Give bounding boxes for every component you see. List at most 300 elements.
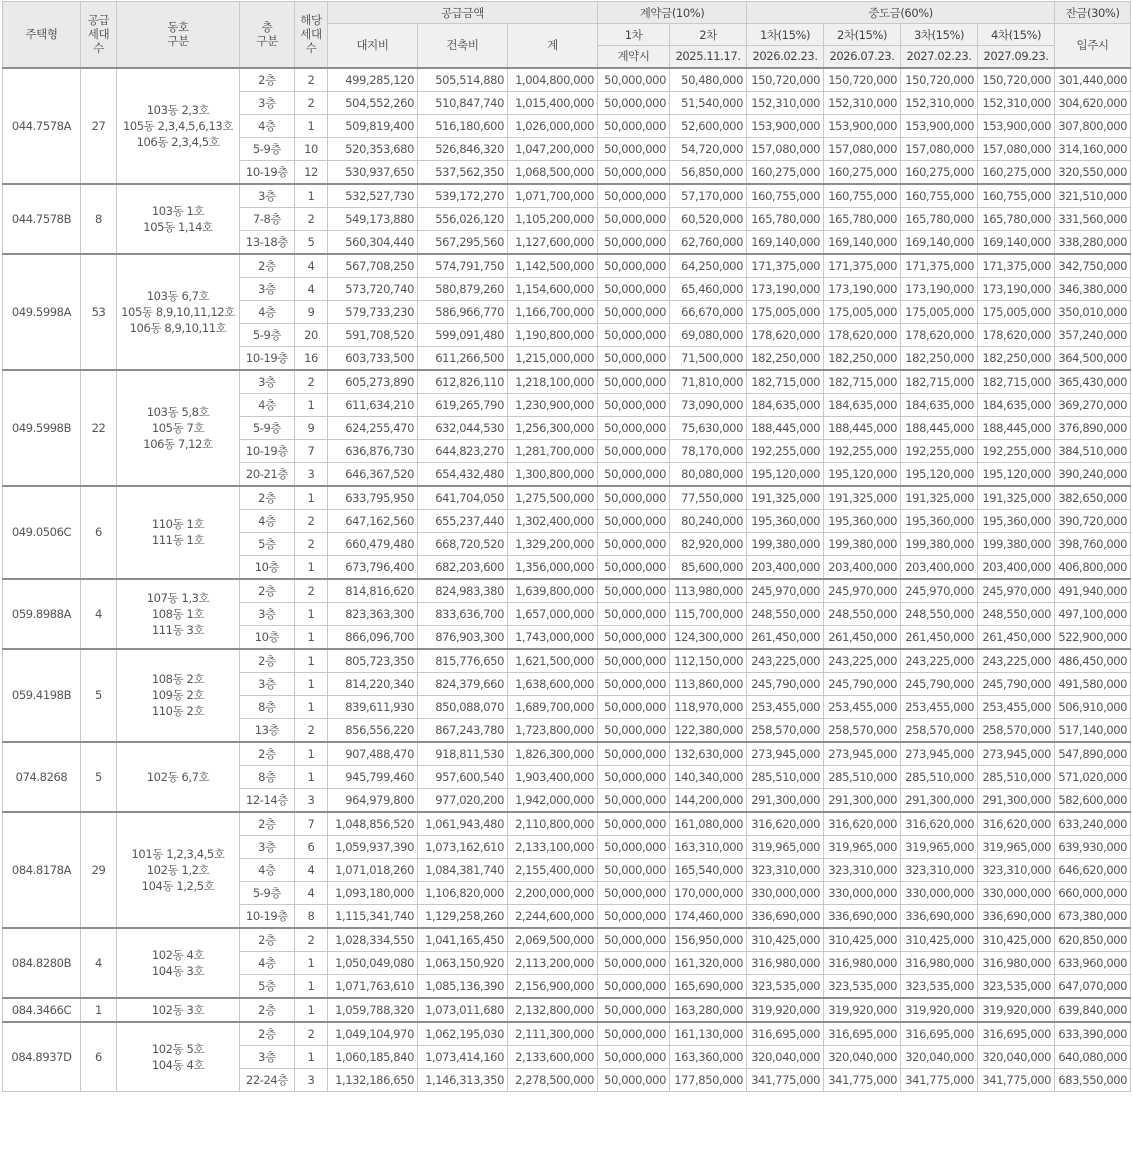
interim-4-cell: 319,965,000 xyxy=(978,835,1055,858)
deposit-1-cell: 50,000,000 xyxy=(598,462,670,486)
deposit-2-cell: 80,080,000 xyxy=(670,462,747,486)
units-cell: 1 xyxy=(295,1045,328,1068)
interim-2-cell: 258,570,000 xyxy=(824,718,901,742)
interim-2-cell: 323,310,000 xyxy=(824,858,901,881)
interim-3-cell: 320,040,000 xyxy=(901,1045,978,1068)
balance-cell: 683,550,000 xyxy=(1055,1068,1131,1091)
interim-1-cell: 160,275,000 xyxy=(747,160,824,184)
interim-1-cell: 253,455,000 xyxy=(747,695,824,718)
total-price-cell: 2,132,800,000 xyxy=(508,998,598,1022)
interim-2-cell: 310,425,000 xyxy=(824,928,901,952)
supply-units-cell: 27 xyxy=(81,68,117,184)
total-price-cell: 1,190,800,000 xyxy=(508,323,598,346)
interim-3-cell: 253,455,000 xyxy=(901,695,978,718)
interim-3-cell: 245,970,000 xyxy=(901,579,978,603)
building-price-cell: 526,846,320 xyxy=(418,137,508,160)
total-price-cell: 1,826,300,000 xyxy=(508,742,598,766)
floor-cell: 5-9층 xyxy=(240,323,295,346)
land-price-cell: 605,273,890 xyxy=(328,370,418,394)
balance-cell: 398,760,000 xyxy=(1055,532,1131,555)
units-cell: 1 xyxy=(295,393,328,416)
land-price-cell: 549,173,880 xyxy=(328,207,418,230)
interim-3-cell: 316,620,000 xyxy=(901,812,978,836)
land-price-cell: 1,059,788,320 xyxy=(328,998,418,1022)
land-price-cell: 964,979,800 xyxy=(328,788,418,812)
interim-1-cell: 199,380,000 xyxy=(747,532,824,555)
building-price-cell: 611,266,500 xyxy=(418,346,508,370)
building-price-cell: 537,562,350 xyxy=(418,160,508,184)
floor-cell: 8층 xyxy=(240,765,295,788)
total-price-cell: 2,111,300,000 xyxy=(508,1022,598,1046)
deposit-1-cell: 50,000,000 xyxy=(598,974,670,998)
balance-cell: 517,140,000 xyxy=(1055,718,1131,742)
interim-4-cell: 243,225,000 xyxy=(978,649,1055,673)
table-row xyxy=(3,486,1131,510)
dong-ho-cell: 102동 5호 104동 4호 xyxy=(117,1022,240,1092)
deposit-2-cell: 165,540,000 xyxy=(670,858,747,881)
deposit-2-cell: 69,080,000 xyxy=(670,323,747,346)
supply-units-cell: 29 xyxy=(81,812,117,928)
building-price-cell: 556,026,120 xyxy=(418,207,508,230)
balance-cell: 406,800,000 xyxy=(1055,555,1131,579)
interim-2-cell: 330,000,000 xyxy=(824,881,901,904)
total-price-cell: 1,166,700,000 xyxy=(508,300,598,323)
total-price-cell: 1,142,500,000 xyxy=(508,254,598,278)
interim-3-cell: 323,535,000 xyxy=(901,974,978,998)
balance-cell: 364,500,000 xyxy=(1055,346,1131,370)
interim-3-cell: 199,380,000 xyxy=(901,532,978,555)
balance-cell: 350,010,000 xyxy=(1055,300,1131,323)
header-floor: 층 구분 xyxy=(240,2,295,68)
floor-cell: 4층 xyxy=(240,300,295,323)
header-interim-2-date: 2026.07.23. xyxy=(824,46,901,68)
unit-type-cell: 059.4198B xyxy=(3,649,81,742)
building-price-cell: 1,129,258,260 xyxy=(418,904,508,928)
table-row xyxy=(3,742,1131,766)
deposit-1-cell: 50,000,000 xyxy=(598,718,670,742)
interim-4-cell: 336,690,000 xyxy=(978,904,1055,928)
interim-2-cell: 253,455,000 xyxy=(824,695,901,718)
land-price-cell: 856,556,220 xyxy=(328,718,418,742)
total-price-cell: 2,133,600,000 xyxy=(508,1045,598,1068)
building-price-cell: 567,295,560 xyxy=(418,230,508,254)
deposit-2-cell: 161,080,000 xyxy=(670,812,747,836)
deposit-1-cell: 50,000,000 xyxy=(598,230,670,254)
interim-1-cell: 152,310,000 xyxy=(747,91,824,114)
interim-4-cell: 273,945,000 xyxy=(978,742,1055,766)
dong-ho-cell: 108동 2호 109동 2호 110동 2호 xyxy=(117,649,240,742)
interim-3-cell: 258,570,000 xyxy=(901,718,978,742)
interim-2-cell: 171,375,000 xyxy=(824,254,901,278)
interim-2-cell: 160,275,000 xyxy=(824,160,901,184)
interim-2-cell: 157,080,000 xyxy=(824,137,901,160)
balance-cell: 522,900,000 xyxy=(1055,625,1131,649)
building-price-cell: 580,879,260 xyxy=(418,277,508,300)
deposit-1-cell: 50,000,000 xyxy=(598,68,670,92)
floor-cell: 10-19층 xyxy=(240,439,295,462)
total-price-cell: 1,154,600,000 xyxy=(508,277,598,300)
total-price-cell: 2,278,500,000 xyxy=(508,1068,598,1091)
dong-ho-cell: 107동 1,3호 108동 1호 111동 3호 xyxy=(117,579,240,649)
building-price-cell: 539,172,270 xyxy=(418,184,508,208)
supply-units-cell: 22 xyxy=(81,370,117,486)
land-price-cell: 636,876,730 xyxy=(328,439,418,462)
land-price-cell: 1,071,018,260 xyxy=(328,858,418,881)
table-row xyxy=(3,68,1131,92)
floor-cell: 13-18층 xyxy=(240,230,295,254)
building-price-cell: 599,091,480 xyxy=(418,323,508,346)
header-interim-3: 3차(15%) xyxy=(901,24,978,46)
interim-2-cell: 336,690,000 xyxy=(824,904,901,928)
floor-cell: 3층 xyxy=(240,184,295,208)
interim-2-cell: 316,980,000 xyxy=(824,951,901,974)
deposit-2-cell: 140,340,000 xyxy=(670,765,747,788)
balance-cell: 506,910,000 xyxy=(1055,695,1131,718)
land-price-cell: 814,816,620 xyxy=(328,579,418,603)
header-deposit: 계약금(10%) xyxy=(598,2,747,24)
floor-cell: 5-9층 xyxy=(240,137,295,160)
deposit-2-cell: 54,720,000 xyxy=(670,137,747,160)
header-interim-1-date: 2026.02.23. xyxy=(747,46,824,68)
interim-4-cell: 245,790,000 xyxy=(978,672,1055,695)
balance-cell: 390,240,000 xyxy=(1055,462,1131,486)
total-price-cell: 2,244,600,000 xyxy=(508,904,598,928)
interim-1-cell: 153,900,000 xyxy=(747,114,824,137)
header-land: 대지비 xyxy=(328,24,418,68)
balance-cell: 633,960,000 xyxy=(1055,951,1131,974)
deposit-1-cell: 50,000,000 xyxy=(598,904,670,928)
interim-4-cell: 258,570,000 xyxy=(978,718,1055,742)
balance-cell: 384,510,000 xyxy=(1055,439,1131,462)
balance-cell: 314,160,000 xyxy=(1055,137,1131,160)
supply-units-cell: 8 xyxy=(81,184,117,254)
units-cell: 1 xyxy=(295,998,328,1022)
land-price-cell: 611,634,210 xyxy=(328,393,418,416)
total-price-cell: 1,004,800,000 xyxy=(508,68,598,92)
units-cell: 1 xyxy=(295,555,328,579)
interim-1-cell: 160,755,000 xyxy=(747,184,824,208)
land-price-cell: 805,723,350 xyxy=(328,649,418,673)
total-price-cell: 1,215,000,000 xyxy=(508,346,598,370)
units-cell: 12 xyxy=(295,160,328,184)
building-price-cell: 654,432,480 xyxy=(418,462,508,486)
table-row xyxy=(3,254,1131,278)
floor-cell: 2층 xyxy=(240,928,295,952)
building-price-cell: 516,180,600 xyxy=(418,114,508,137)
interim-1-cell: 285,510,000 xyxy=(747,765,824,788)
land-price-cell: 567,708,250 xyxy=(328,254,418,278)
interim-2-cell: 245,970,000 xyxy=(824,579,901,603)
building-price-cell: 1,061,943,480 xyxy=(418,812,508,836)
interim-3-cell: 152,310,000 xyxy=(901,91,978,114)
interim-1-cell: 157,080,000 xyxy=(747,137,824,160)
deposit-1-cell: 50,000,000 xyxy=(598,1068,670,1091)
unit-type-cell: 084.8937D xyxy=(3,1022,81,1092)
deposit-2-cell: 174,460,000 xyxy=(670,904,747,928)
floor-cell: 2층 xyxy=(240,1022,295,1046)
interim-4-cell: 184,635,000 xyxy=(978,393,1055,416)
interim-3-cell: 203,400,000 xyxy=(901,555,978,579)
balance-cell: 320,550,000 xyxy=(1055,160,1131,184)
price-table xyxy=(2,1,1131,1092)
interim-3-cell: 261,450,000 xyxy=(901,625,978,649)
header-deposit-1: 1차 xyxy=(598,24,670,46)
header-interim-3-date: 2027.02.23. xyxy=(901,46,978,68)
total-price-cell: 1,105,200,000 xyxy=(508,207,598,230)
land-price-cell: 660,479,480 xyxy=(328,532,418,555)
interim-3-cell: 243,225,000 xyxy=(901,649,978,673)
balance-cell: 376,890,000 xyxy=(1055,416,1131,439)
dong-ho-cell: 103동 1호 105동 1,14호 xyxy=(117,184,240,254)
deposit-2-cell: 161,320,000 xyxy=(670,951,747,974)
units-cell: 16 xyxy=(295,346,328,370)
deposit-1-cell: 50,000,000 xyxy=(598,160,670,184)
balance-cell: 369,270,000 xyxy=(1055,393,1131,416)
deposit-1-cell: 50,000,000 xyxy=(598,486,670,510)
building-price-cell: 644,823,270 xyxy=(418,439,508,462)
supply-units-cell: 4 xyxy=(81,579,117,649)
balance-cell: 673,380,000 xyxy=(1055,904,1131,928)
interim-2-cell: 195,120,000 xyxy=(824,462,901,486)
interim-1-cell: 169,140,000 xyxy=(747,230,824,254)
building-price-cell: 1,085,136,390 xyxy=(418,974,508,998)
building-price-cell: 612,826,110 xyxy=(418,370,508,394)
land-price-cell: 1,115,341,740 xyxy=(328,904,418,928)
balance-cell: 342,750,000 xyxy=(1055,254,1131,278)
balance-cell: 571,020,000 xyxy=(1055,765,1131,788)
building-price-cell: 1,073,162,610 xyxy=(418,835,508,858)
units-cell: 2 xyxy=(295,1022,328,1046)
deposit-1-cell: 50,000,000 xyxy=(598,184,670,208)
header-interim-2: 2차(15%) xyxy=(824,24,901,46)
building-price-cell: 586,966,770 xyxy=(418,300,508,323)
land-price-cell: 823,363,300 xyxy=(328,602,418,625)
interim-3-cell: 336,690,000 xyxy=(901,904,978,928)
total-price-cell: 1,300,800,000 xyxy=(508,462,598,486)
building-price-cell: 1,062,195,030 xyxy=(418,1022,508,1046)
interim-3-cell: 319,965,000 xyxy=(901,835,978,858)
interim-1-cell: 188,445,000 xyxy=(747,416,824,439)
building-price-cell: 824,379,660 xyxy=(418,672,508,695)
building-price-cell: 1,073,414,160 xyxy=(418,1045,508,1068)
supply-units-cell: 4 xyxy=(81,928,117,998)
units-cell: 8 xyxy=(295,904,328,928)
building-price-cell: 876,903,300 xyxy=(418,625,508,649)
interim-4-cell: 316,980,000 xyxy=(978,951,1055,974)
balance-cell: 491,940,000 xyxy=(1055,579,1131,603)
header-interim: 중도금(60%) xyxy=(747,2,1055,24)
dong-ho-cell: 102동 3호 xyxy=(117,998,240,1022)
deposit-1-cell: 50,000,000 xyxy=(598,835,670,858)
building-price-cell: 977,020,200 xyxy=(418,788,508,812)
interim-2-cell: 184,635,000 xyxy=(824,393,901,416)
deposit-1-cell: 50,000,000 xyxy=(598,1022,670,1046)
deposit-2-cell: 66,670,000 xyxy=(670,300,747,323)
floor-cell: 4층 xyxy=(240,114,295,137)
interim-1-cell: 341,775,000 xyxy=(747,1068,824,1091)
deposit-2-cell: 57,170,000 xyxy=(670,184,747,208)
deposit-2-cell: 71,500,000 xyxy=(670,346,747,370)
units-cell: 20 xyxy=(295,323,328,346)
interim-4-cell: 319,920,000 xyxy=(978,998,1055,1022)
interim-2-cell: 191,325,000 xyxy=(824,486,901,510)
interim-1-cell: 310,425,000 xyxy=(747,928,824,952)
header-building: 건축비 xyxy=(418,24,508,68)
floor-cell: 12-14층 xyxy=(240,788,295,812)
deposit-1-cell: 50,000,000 xyxy=(598,742,670,766)
interim-1-cell: 150,720,000 xyxy=(747,68,824,92)
interim-3-cell: 150,720,000 xyxy=(901,68,978,92)
building-price-cell: 815,776,650 xyxy=(418,649,508,673)
land-price-cell: 520,353,680 xyxy=(328,137,418,160)
total-price-cell: 1,723,800,000 xyxy=(508,718,598,742)
unit-type-cell: 044.7578B xyxy=(3,184,81,254)
total-price-cell: 1,127,600,000 xyxy=(508,230,598,254)
deposit-2-cell: 77,550,000 xyxy=(670,486,747,510)
deposit-2-cell: 144,200,000 xyxy=(670,788,747,812)
balance-cell: 365,430,000 xyxy=(1055,370,1131,394)
interim-4-cell: 323,310,000 xyxy=(978,858,1055,881)
supply-units-cell: 5 xyxy=(81,742,117,812)
land-price-cell: 646,367,520 xyxy=(328,462,418,486)
interim-3-cell: 173,190,000 xyxy=(901,277,978,300)
units-cell: 7 xyxy=(295,439,328,462)
deposit-2-cell: 73,090,000 xyxy=(670,393,747,416)
table-header xyxy=(3,2,1131,68)
interim-4-cell: 160,275,000 xyxy=(978,160,1055,184)
total-price-cell: 1,689,700,000 xyxy=(508,695,598,718)
floor-cell: 5층 xyxy=(240,532,295,555)
deposit-2-cell: 62,760,000 xyxy=(670,230,747,254)
floor-cell: 2층 xyxy=(240,254,295,278)
land-price-cell: 1,048,856,520 xyxy=(328,812,418,836)
deposit-2-cell: 56,850,000 xyxy=(670,160,747,184)
interim-1-cell: 191,325,000 xyxy=(747,486,824,510)
table-row xyxy=(3,998,1131,1022)
interim-4-cell: 192,255,000 xyxy=(978,439,1055,462)
interim-4-cell: 191,325,000 xyxy=(978,486,1055,510)
balance-cell: 307,800,000 xyxy=(1055,114,1131,137)
land-price-cell: 907,488,470 xyxy=(328,742,418,766)
interim-3-cell: 160,755,000 xyxy=(901,184,978,208)
header-supply-units: 공급 세대 수 xyxy=(81,2,117,68)
deposit-1-cell: 50,000,000 xyxy=(598,951,670,974)
total-price-cell: 1,256,300,000 xyxy=(508,416,598,439)
interim-3-cell: 169,140,000 xyxy=(901,230,978,254)
header-deposit-1-date: 계약시 xyxy=(598,46,670,68)
units-cell: 2 xyxy=(295,91,328,114)
land-price-cell: 1,071,763,610 xyxy=(328,974,418,998)
land-price-cell: 1,132,186,650 xyxy=(328,1068,418,1091)
floor-cell: 5-9층 xyxy=(240,881,295,904)
deposit-2-cell: 82,920,000 xyxy=(670,532,747,555)
floor-cell: 22-24층 xyxy=(240,1068,295,1091)
unit-type-cell: 049.0506C xyxy=(3,486,81,579)
deposit-2-cell: 50,480,000 xyxy=(670,68,747,92)
floor-cell: 2층 xyxy=(240,812,295,836)
interim-4-cell: 316,620,000 xyxy=(978,812,1055,836)
floor-cell: 3층 xyxy=(240,277,295,300)
floor-cell: 2층 xyxy=(240,649,295,673)
units-cell: 2 xyxy=(295,532,328,555)
interim-3-cell: 171,375,000 xyxy=(901,254,978,278)
building-price-cell: 824,983,380 xyxy=(418,579,508,603)
header-deposit-2: 2차 xyxy=(670,24,747,46)
supply-units-cell: 6 xyxy=(81,1022,117,1092)
interim-1-cell: 316,620,000 xyxy=(747,812,824,836)
interim-2-cell: 188,445,000 xyxy=(824,416,901,439)
interim-4-cell: 160,755,000 xyxy=(978,184,1055,208)
land-price-cell: 591,708,520 xyxy=(328,323,418,346)
units-cell: 6 xyxy=(295,835,328,858)
interim-3-cell: 319,920,000 xyxy=(901,998,978,1022)
interim-2-cell: 152,310,000 xyxy=(824,91,901,114)
interim-2-cell: 319,920,000 xyxy=(824,998,901,1022)
floor-cell: 2층 xyxy=(240,998,295,1022)
units-cell: 1 xyxy=(295,602,328,625)
land-price-cell: 603,733,500 xyxy=(328,346,418,370)
interim-4-cell: 195,120,000 xyxy=(978,462,1055,486)
floor-cell: 5-9층 xyxy=(240,416,295,439)
land-price-cell: 839,611,930 xyxy=(328,695,418,718)
deposit-1-cell: 50,000,000 xyxy=(598,439,670,462)
floor-cell: 4층 xyxy=(240,858,295,881)
total-price-cell: 1,621,500,000 xyxy=(508,649,598,673)
building-price-cell: 1,106,820,000 xyxy=(418,881,508,904)
floor-cell: 20-21층 xyxy=(240,462,295,486)
units-cell: 1 xyxy=(295,649,328,673)
interim-3-cell: 178,620,000 xyxy=(901,323,978,346)
units-cell: 1 xyxy=(295,742,328,766)
deposit-2-cell: 170,000,000 xyxy=(670,881,747,904)
land-price-cell: 945,799,460 xyxy=(328,765,418,788)
total-price-cell: 1,071,700,000 xyxy=(508,184,598,208)
units-cell: 4 xyxy=(295,881,328,904)
land-price-cell: 1,060,185,840 xyxy=(328,1045,418,1068)
units-cell: 1 xyxy=(295,625,328,649)
balance-cell: 390,720,000 xyxy=(1055,509,1131,532)
interim-2-cell: 165,780,000 xyxy=(824,207,901,230)
deposit-1-cell: 50,000,000 xyxy=(598,393,670,416)
interim-2-cell: 273,945,000 xyxy=(824,742,901,766)
building-price-cell: 1,084,381,740 xyxy=(418,858,508,881)
floor-cell: 10층 xyxy=(240,555,295,579)
deposit-2-cell: 71,810,000 xyxy=(670,370,747,394)
floor-cell: 2층 xyxy=(240,68,295,92)
interim-1-cell: 178,620,000 xyxy=(747,323,824,346)
floor-cell: 3층 xyxy=(240,602,295,625)
table-row xyxy=(3,1022,1131,1046)
table-body xyxy=(3,68,1131,1092)
units-cell: 10 xyxy=(295,137,328,160)
balance-cell: 331,560,000 xyxy=(1055,207,1131,230)
balance-cell: 646,620,000 xyxy=(1055,858,1131,881)
deposit-1-cell: 50,000,000 xyxy=(598,998,670,1022)
interim-2-cell: 150,720,000 xyxy=(824,68,901,92)
balance-cell: 321,510,000 xyxy=(1055,184,1131,208)
units-cell: 1 xyxy=(295,672,328,695)
total-price-cell: 2,069,500,000 xyxy=(508,928,598,952)
supply-units-cell: 1 xyxy=(81,998,117,1022)
interim-2-cell: 175,005,000 xyxy=(824,300,901,323)
unit-type-cell: 084.8178A xyxy=(3,812,81,928)
land-price-cell: 504,552,260 xyxy=(328,91,418,114)
building-price-cell: 510,847,740 xyxy=(418,91,508,114)
deposit-1-cell: 50,000,000 xyxy=(598,346,670,370)
balance-cell: 491,580,000 xyxy=(1055,672,1131,695)
land-price-cell: 814,220,340 xyxy=(328,672,418,695)
units-cell: 1 xyxy=(295,974,328,998)
